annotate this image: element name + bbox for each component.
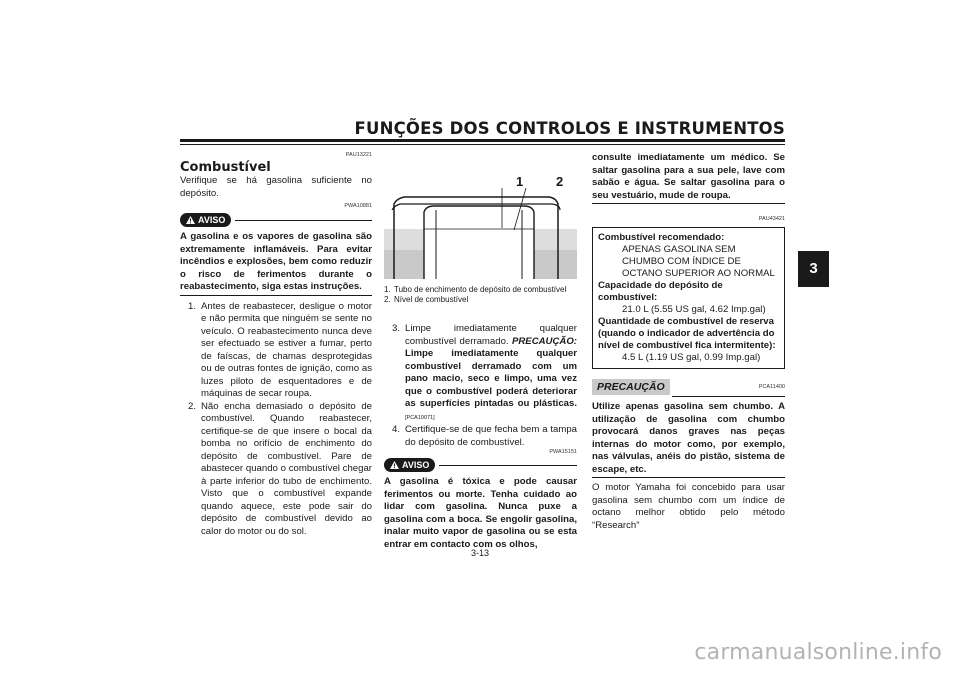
- header-rule-thin: [180, 144, 785, 145]
- caption-number: 1.: [384, 285, 391, 294]
- intro-text: Verifique se há gasolina suficiente no depósito.: [180, 175, 372, 199]
- warning-end-rule: [180, 295, 372, 296]
- caution-code: [PCA10071]: [405, 414, 435, 421]
- step-text: Antes de reabastecer, desligue o motor e não permita que ninguém se sente no veículo. O reabastecimento nunca deve ser efectuado se estiver a fumar, perto de faíscas, de chamas desprotegidas ou de outras fontes de ignição, como as luzes piloto de esquentadores e de máquinas de secar roupa.: [201, 300, 372, 399]
- spec-label: Combustível recomendado:: [598, 232, 725, 243]
- page-number: 3-13: [470, 548, 489, 558]
- steps-list: [180, 301, 372, 539]
- figure-label-1: 1: [516, 174, 524, 189]
- warning-triangle-icon: [186, 216, 195, 224]
- spec-value: APENAS GASOLINA SEM CHUMBO COM ÍNDICE DE OCTANO SUPERIOR AO NORMAL: [622, 244, 775, 279]
- fuel-spec-box: [592, 227, 785, 369]
- step-number: 3.: [392, 323, 401, 334]
- caption-text: Nível de combustível: [394, 295, 469, 304]
- warning-rule: [439, 465, 577, 466]
- figure-captions: [384, 285, 577, 305]
- section-code: PAU43421: [758, 216, 785, 222]
- step-number: 1.: [188, 300, 197, 312]
- caption-item: [384, 295, 577, 305]
- column-middle: [384, 323, 577, 551]
- spec-label: Capacidade do depósito de combustível:: [598, 280, 723, 303]
- warning-rule: [235, 220, 372, 221]
- warning-end-rule: [592, 203, 785, 204]
- step-number: 2.: [188, 400, 197, 412]
- warning-badge: [180, 213, 231, 227]
- caution-inline-label: PRECAUÇÃO:: [511, 335, 577, 347]
- step-text: Certifique-se de que fecha bem a tampa do depósito de combustível.: [405, 424, 577, 448]
- caution-end-rule: [592, 477, 785, 478]
- caution-code: PCA11400: [758, 383, 785, 390]
- fuel-tank-illustration: [384, 166, 577, 279]
- caution-rule: [672, 396, 785, 397]
- list-item: [384, 424, 577, 449]
- fuel-tank-diagram: [384, 166, 577, 279]
- warning-code: PWA15151: [549, 449, 577, 455]
- warning-header: [384, 458, 577, 472]
- list-item: [180, 301, 372, 401]
- spec-value: 4.5 L (1.19 US gal, 0.99 Imp.gal): [622, 352, 761, 363]
- steps-list-continued: [384, 323, 577, 449]
- warning-header: [180, 213, 372, 227]
- caution-text: Utilize apenas gasolina sem chumbo. A utilização de gasolina com chumbo provocará danos graves nas peças internas do motor como, por exemplo, nas válvulas, anéis do pistão, sistema de escape, etc.: [592, 401, 785, 475]
- warning-code: PWA10881: [344, 203, 372, 209]
- step-text: Não encha demasiado o depósito de combustível. Quando reabastecer, certifique-se de que insere o bocal da bomba no orifício de enchimento do depósito de combustível. Pare de abastecer quando o combustível chegar à parte inferior do tubo de enchimento. Visto que o combustível expande quando aquece, este pode sair do depósito de combustível devido ao calor do motor ou do sol.: [201, 400, 372, 537]
- spec-label: Quantidade de combustível de reserva (quando o indicador de advertência do nível de combustível fica intermitente):: [598, 316, 776, 351]
- warning-label: AVISO: [198, 214, 226, 225]
- caption-item: [384, 285, 577, 295]
- chapter-tab[interactable]: 3: [798, 251, 829, 287]
- list-item: [180, 401, 372, 539]
- page-header-title: FUNÇÕES DOS CONTROLOS E INSTRUMENTOS: [354, 119, 785, 138]
- caution-inline-text: Limpe imediatamente qualquer combustível derramado com um pano macio, seco e limpo, uma vez que o combustível poderá deteriorar as superfícies pintadas ou plásticas.: [405, 348, 577, 409]
- warning-triangle-icon: [390, 461, 399, 469]
- body-text: O motor Yamaha foi concebido para usar gasolina sem chumbo com um índice de octano melhor obtido pelo método “Research”: [592, 482, 785, 531]
- warning-text: A gasolina é tóxica e pode causar ferimentos ou morte. Tenha cuidado ao lidar com gasolina. Nunca puxe a gasolina com a boca. Se engolir gasolina, inalar muito vapor de gasolina ou se esta entrar em contacto com os olhos,: [384, 476, 577, 550]
- column-left: [180, 152, 372, 538]
- section-title: Combustível: [180, 160, 271, 175]
- figure-label-2: 2: [556, 174, 564, 189]
- watermark: carmanualsonline.info: [694, 640, 942, 665]
- list-item: [384, 323, 577, 424]
- warning-text: A gasolina e os vapores de gasolina são extremamente inflamáveis. Para evitar incêndios e explosões, bem como reduzir o risco de ferimentos durante o reabastecimento, siga estas instruções.: [180, 231, 372, 292]
- warning-text-continued: consulte imediatamente um médico. Se saltar gasolina para a sua pele, lave com sabão e água. Se saltar gasolina para o seu vestuário, mude de roupa.: [592, 152, 785, 201]
- caution-badge: PRECAUÇÃO: [592, 379, 670, 395]
- section-code: PAU13221: [345, 152, 372, 158]
- step-text: Limpe imediatamente qualquer combustível derramado.: [405, 323, 577, 347]
- spec-value: 21.0 L (5.55 US gal, 4.62 Imp.gal): [622, 304, 766, 315]
- step-number: 4.: [392, 424, 401, 435]
- column-right: [592, 152, 785, 532]
- caption-text: Tubo de enchimento de depósito de combustível: [394, 285, 567, 294]
- warning-badge: [384, 458, 435, 472]
- warning-label: AVISO: [402, 459, 430, 470]
- header-rule: [180, 139, 785, 142]
- caution-header: [592, 379, 785, 395]
- caption-number: 2.: [384, 295, 391, 304]
